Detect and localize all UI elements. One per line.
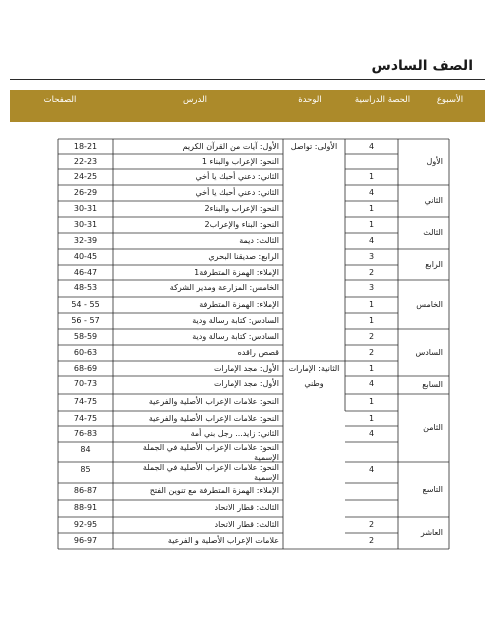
lesson-cell: الإملاء: الهمزة المتطرفة <box>199 300 279 309</box>
share-cell: 3 <box>368 283 375 292</box>
week-label: العاشر <box>420 528 443 537</box>
share-cell: 1 <box>368 364 375 373</box>
lesson-cell: الأول: مجد الإمارات <box>213 379 279 388</box>
pages-cell: 96-97 <box>73 536 98 545</box>
header-share: الحصة الدراسية <box>354 95 411 105</box>
week-label: الثاني <box>424 196 443 205</box>
lesson-cell: الثاني: دعني أحبك يا أخي <box>195 188 279 197</box>
pages-cell: 18-21 <box>73 142 98 151</box>
share-cell: 2 <box>368 348 375 357</box>
header-lesson: الدرس <box>183 95 207 105</box>
share-cell: 4 <box>368 379 375 388</box>
pages-cell: 30-31 <box>73 204 98 213</box>
lesson-cell: النحو: البناء والإعراب2 <box>204 220 279 229</box>
lesson-cell: الثاني: دعني أحبك يا أخي <box>195 172 279 181</box>
pages-cell: 54 - 55 <box>71 300 100 309</box>
lesson-cell: الثالث: قطار الاتحاد <box>214 503 279 512</box>
share-cell: 2 <box>368 268 375 277</box>
share-cell: 4 <box>368 188 375 197</box>
lesson-cell: النحو: علامات الإعراب الأصلية في الجملة <box>142 463 279 472</box>
unit-label: الثانية: الإمارات <box>288 364 340 373</box>
share-cell: 4 <box>368 236 375 245</box>
pages-cell: 24-25 <box>73 172 98 181</box>
week-label: السادس <box>415 347 443 357</box>
lesson-cell: النحو: علامات الإعراب الأصلية في الجملة <box>142 443 279 452</box>
share-cell: 4 <box>368 429 375 438</box>
lesson-cell: الثالث: ديمة <box>239 236 279 245</box>
lesson-cell: الخامس: المزارعة ومدير الشركة <box>169 283 279 292</box>
share-cell: 1 <box>368 220 375 229</box>
pages-cell: 56 - 57 <box>71 316 100 325</box>
lesson-cell: السادس: كتابة رسالة ودية <box>192 332 279 341</box>
lesson-cell: الإملاء: الهمزة المتطرفة1 <box>194 268 279 277</box>
week-label: الرابع <box>425 259 443 269</box>
lesson-cell: الأول: آيات من القرآن الكريم <box>182 142 279 151</box>
week-label: الأول <box>426 157 443 166</box>
share-cell: 1 <box>368 204 375 213</box>
pages-cell: 92-95 <box>73 520 98 529</box>
lesson-cell-continued: الإسمية <box>254 473 279 482</box>
lesson-cell: الإملاء: الهمزة المتطرفة مع تنوين الفتح <box>149 486 279 495</box>
unit-label: وطني <box>304 379 324 388</box>
pages-cell: 85 <box>80 465 91 474</box>
share-cell: 1 <box>368 414 375 423</box>
lesson-cell: الثاني: زايد... رجل بني أمة <box>190 429 279 438</box>
pages-cell: 22-23 <box>73 157 98 166</box>
share-cell: 4 <box>368 142 375 151</box>
share-cell: 2 <box>368 536 375 545</box>
lesson-cell-continued: الإسمية <box>254 453 279 462</box>
lesson-cell: السادس: كتابة رسالة ودية <box>192 316 279 325</box>
share-cell: 2 <box>368 520 375 529</box>
share-cell: 1 <box>368 300 375 309</box>
pages-cell: 68-69 <box>73 364 98 373</box>
lesson-cell: قصص راقده <box>237 348 279 357</box>
week-label: الخامس <box>416 299 443 309</box>
week-label: التاسع <box>422 484 443 494</box>
pages-cell: 70-73 <box>73 379 98 388</box>
lesson-cell: النحو: الإعراب والبناء2 <box>204 204 279 213</box>
lesson-cell: الثالث: قطار الاتحاد <box>214 520 279 529</box>
pages-cell: 74-75 <box>73 414 98 423</box>
pages-cell: 48-53 <box>73 283 98 292</box>
lesson-cell: الأول: مجد الإمارات <box>213 364 279 373</box>
pages-cell: 74-75 <box>73 397 98 406</box>
pages-cell: 60-63 <box>73 348 98 357</box>
pages-cell: 58-59 <box>73 332 98 341</box>
header-week: الأسبوع <box>436 95 464 105</box>
lesson-cell: علامات الإعراب الأصلية و الفرعية <box>167 536 279 545</box>
header-pages: الصفحات <box>43 95 77 105</box>
week-label: الثالث <box>423 228 443 237</box>
share-cell: 3 <box>368 252 375 261</box>
header-unit: الوحدة <box>298 95 322 105</box>
pages-cell: 86-87 <box>73 486 98 495</box>
pages-cell: 88-91 <box>73 503 98 512</box>
pages-cell: 84 <box>80 445 91 454</box>
pages-cell: 40-45 <box>73 252 98 261</box>
lesson-cell: النحو: علامات الإعراب الأصلية والفرعية <box>148 414 279 423</box>
unit-label: الأولى: تواصل <box>290 142 338 151</box>
pages-cell: 32-39 <box>73 236 98 245</box>
share-cell: 1 <box>368 172 375 181</box>
lesson-cell: النحو: الإعراب والبناء 1 <box>201 157 279 166</box>
share-cell: 2 <box>368 332 375 341</box>
page-title: الصف السادس <box>371 58 473 74</box>
pages-cell: 30-31 <box>73 220 98 229</box>
share-cell: 1 <box>368 316 375 325</box>
pages-cell: 76-83 <box>73 429 98 438</box>
share-cell: 1 <box>368 397 375 406</box>
week-label: السابع <box>422 380 443 389</box>
lesson-cell: الرابع: صديقنا البحري <box>208 252 279 261</box>
share-cell: 4 <box>368 465 375 474</box>
pages-cell: 26-29 <box>73 188 98 197</box>
lesson-cell: النحو: علامات الإعراب الأصلية والفرعية <box>148 397 279 406</box>
week-label: الثامن <box>423 423 443 432</box>
pages-cell: 46-47 <box>73 268 98 277</box>
